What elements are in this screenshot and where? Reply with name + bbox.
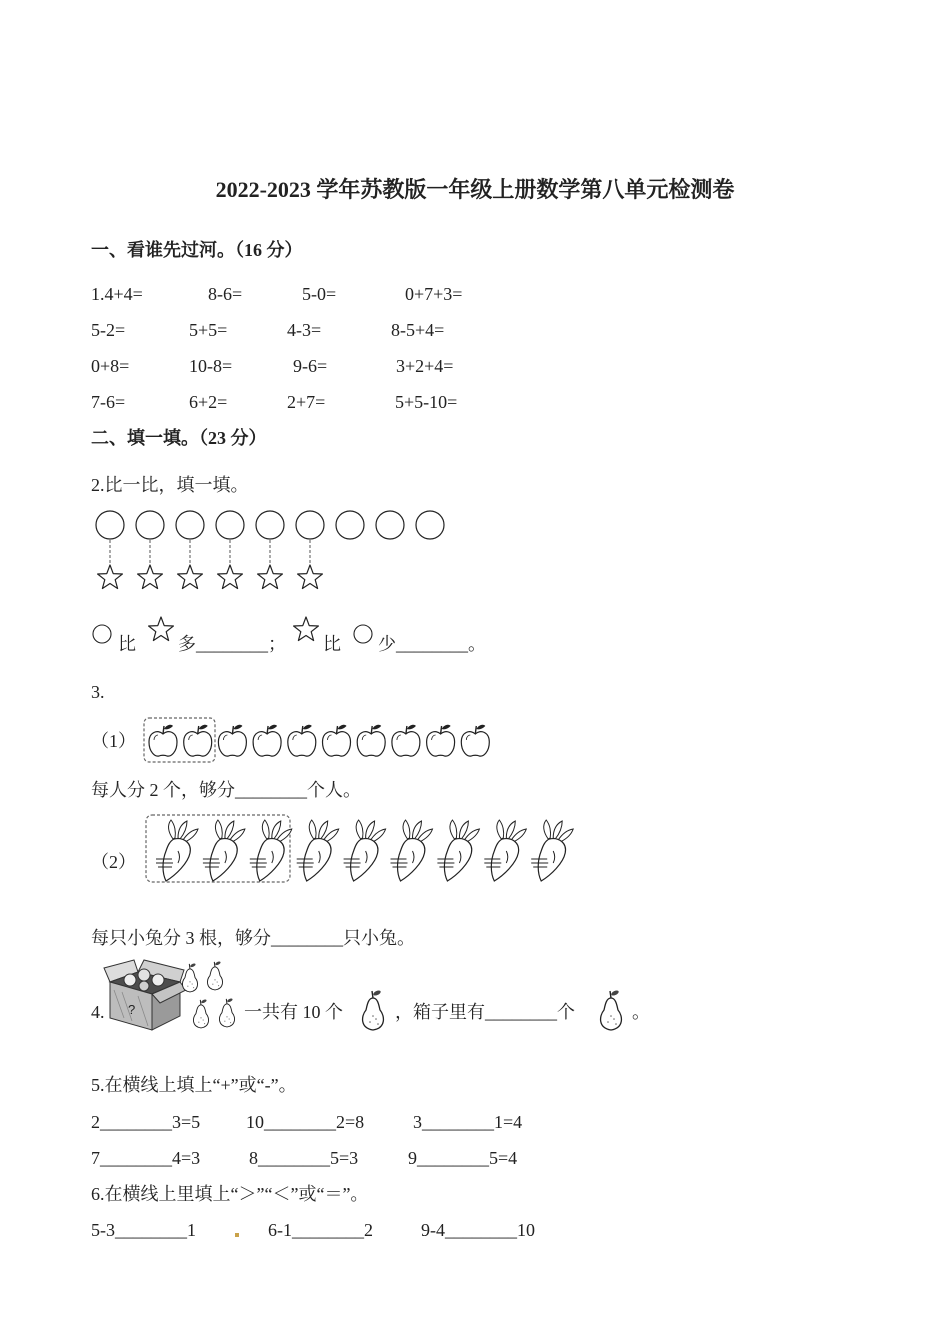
apple-body [149,732,177,757]
pear-leaf [373,989,382,996]
pear-stem [226,999,227,1004]
pear-speck [214,979,215,980]
radish-leaf [403,820,410,839]
apple-stem [232,726,233,734]
arith-item: 0+7+3= [405,284,463,304]
apple-icon [253,725,281,756]
arith-item: 8-6= [208,284,243,304]
pear-body [219,1004,234,1027]
radish-body [210,839,237,881]
pear-speck [372,1015,374,1017]
pear-speck [200,1017,201,1018]
circle-shape [93,625,111,643]
arith-item: 9-6= [293,356,328,376]
apple-body [184,732,212,757]
q2-compare1-blank: 多________； [178,634,286,654]
apple-icon [184,725,212,756]
q2-prompt: 2.比一比，填一填。 [91,475,249,495]
radish-body [444,839,471,881]
pear-speck [212,984,213,985]
apple-stem [475,726,476,734]
pear-icon [207,961,222,990]
circle-icon [136,511,164,539]
radish-leaf [309,820,316,839]
radish-leaf [215,820,222,839]
q3-part2-text: 每只小兔分 3 根，够分________只小兔。 [91,928,415,948]
apple-icon [461,725,489,756]
q3-part1-text: 每人分 2 个，够分________个人。 [91,780,361,800]
radish-body [163,839,190,881]
star-icon [147,615,175,643]
apple-body [323,732,351,757]
arith-item: 5+5= [189,320,228,340]
fruit-in-box [138,969,150,981]
pear-speck [217,981,218,982]
pear-speck [377,1023,379,1025]
pear-speck [204,1023,205,1024]
pear-icon [219,998,234,1027]
apple-icon [392,725,420,756]
q6-item: 5-3________1 [91,1220,196,1240]
circle-shape [354,625,372,643]
star-icon [294,617,319,641]
pear-leaf [611,989,620,996]
q6-prompt: 6.在横线上里填上“＞”“＜”或“＝”。 [91,1184,369,1204]
pear-speck [198,1022,199,1023]
section-1-heading: 一、看谁先过河。（16 分） [91,240,303,260]
pear-speck [226,1016,227,1017]
pear-speck [189,981,190,982]
radish-icon [531,820,573,881]
pear-stem [372,991,373,998]
radish-icon [391,820,433,881]
apple-icon [323,725,351,756]
circle-icon [176,511,204,539]
apple-icon [218,725,246,756]
q2-compare2-blank: 少________。 [378,634,486,654]
apple-stem [441,726,442,734]
pear-icon [182,963,197,992]
q4-text-blank: ，箱子里有________个 [395,1002,575,1022]
apples-figure [140,714,500,766]
q3-part2-label: （2） [91,852,136,872]
radish-icon [250,820,292,881]
apple-leaf [407,725,416,730]
pear-body [601,998,622,1030]
radish-icon [344,820,386,881]
apple-leaf [372,725,381,730]
pear-body [193,1005,208,1028]
arith-item: 2+7= [287,392,326,412]
apple-leaf [476,725,485,730]
fruit-in-box [139,981,149,991]
arith-item: 0+8= [91,356,130,376]
pear-speck [615,1023,617,1025]
apple-body [357,732,385,757]
pear-leaf [190,963,196,968]
apple-body [461,732,489,757]
pear-body [363,998,384,1030]
radish-icon [297,820,339,881]
circle-icon [336,511,364,539]
arith-item: 6+2= [189,392,228,412]
pear-speck [613,1018,615,1020]
pear-icon [601,989,622,1030]
radish-body [304,839,331,881]
pear-leaf [215,961,221,966]
pear-speck [229,1018,230,1019]
q2-compare1-word: 比 [118,634,136,654]
radish-leaf [544,820,551,839]
fruit-in-box [152,974,164,986]
apple-body [253,732,281,757]
apple-leaf [164,725,173,730]
pear-speck [218,985,219,986]
radish-icon [437,820,479,881]
arith-item: 5-2= [91,320,126,340]
stray-dot [235,1233,239,1237]
pear-leaf [201,999,207,1004]
pear-speck [375,1018,377,1020]
apple-icon [149,725,177,756]
circle-icon [296,511,324,539]
apple-stem [267,726,268,734]
star-icon [98,565,123,589]
q5-item: 10________2=8 [246,1112,365,1132]
star-icon [258,565,283,589]
pear-speck [224,1021,225,1022]
q6-item: 9-4________10 [421,1220,535,1240]
q6-item: 6-1________2 [268,1220,373,1240]
pear-speck [203,1019,204,1020]
apple-leaf [303,725,312,730]
q4-number: 4. [91,1002,105,1022]
pear-speck [193,987,194,988]
pear-icon [363,989,384,1030]
apple-leaf [442,725,451,730]
pear-speck [187,986,188,987]
circle-icon [96,511,124,539]
circle-icon [256,511,284,539]
q5-item: 3________1=4 [413,1112,523,1132]
radish-leaf [262,820,269,839]
circle-icon [352,623,374,645]
radishes-figure [140,812,580,886]
circle-icon [216,511,244,539]
apple-body [218,732,246,757]
radish-body [351,839,378,881]
worksheet-title: 2022-2023 学年苏教版一年级上册数学第八单元检测卷 [215,177,735,202]
arith-item: 10-8= [189,356,233,376]
q4-text-end: 。 [632,1002,650,1022]
q3-number: 3. [91,682,105,702]
section-2-heading: 二、填一填。（23 分） [91,428,267,448]
apple-stem [163,726,164,734]
star-icon [138,565,163,589]
arith-item: 5+5-10= [395,392,458,412]
pear-leaf [227,998,233,1003]
pear-speck [369,1021,371,1023]
radish-leaf [450,820,457,839]
arith-item: 1.4+4= [91,284,143,304]
radish-leaf [356,820,363,839]
pear-speck [230,1022,231,1023]
apple-stem [337,726,338,734]
apple-body [392,732,420,757]
arith-item: 3+2+4= [396,356,454,376]
q5-item: 9________5=4 [408,1148,518,1168]
radish-icon [156,820,198,881]
radish-icon [203,820,245,881]
arith-item: 8-5+4= [391,320,445,340]
pear-body [207,967,222,990]
apple-leaf [233,725,242,730]
circle-star-matching-figure [88,505,448,597]
fruit-box-illustration [104,960,244,1035]
star-icon [298,565,323,589]
radish-body [257,839,284,881]
pear-stem [200,1000,201,1005]
pear-icon [193,999,208,1028]
circle-icon [376,511,404,539]
pear-speck [610,1015,612,1017]
box-question-mark: ? [128,1002,136,1017]
pear-icon-inline [356,988,390,1032]
star-icon [178,565,203,589]
pear-stem [189,964,190,969]
q5-item: 2________3=5 [91,1112,201,1132]
apple-leaf [199,725,208,730]
arith-item: 4-3= [287,320,322,340]
apple-body [288,732,316,757]
circle-icon [91,623,113,645]
apple-leaf [268,725,277,730]
q5-prompt: 5.在横线上填上“+”或“-”。 [91,1075,297,1095]
star-icon [292,615,320,643]
pear-body [182,969,197,992]
radish-leaf [169,820,176,839]
arith-item: 5-0= [302,284,337,304]
pear-speck [607,1021,609,1023]
arith-item: 7-6= [91,392,126,412]
radish-body [538,839,565,881]
q5-item: 7________4=3 [91,1148,201,1168]
radish-body [398,839,425,881]
apple-stem [198,726,199,734]
star-icon [218,565,243,589]
pear-speck [192,983,193,984]
q4-text-total: 一共有 10 个 [244,1002,343,1022]
apple-stem [406,726,407,734]
q3-part1-label: （1） [91,731,136,751]
apple-icon [288,725,316,756]
circle-icon [416,511,444,539]
star-icon [149,617,174,641]
apple-stem [302,726,303,734]
apple-leaf [338,725,347,730]
radish-leaf [497,820,504,839]
apple-stem [371,726,372,734]
radish-icon [484,820,526,881]
pear-stem [610,991,611,998]
apple-icon [357,725,385,756]
pear-stem [214,962,215,967]
apple-icon [427,725,455,756]
q2-compare2-word: 比 [323,634,341,654]
pear-icon-inline [594,988,628,1032]
radish-body [491,839,518,881]
apple-body [427,732,455,757]
fruit-in-box [124,974,136,986]
q5-item: 8________5=3 [249,1148,359,1168]
